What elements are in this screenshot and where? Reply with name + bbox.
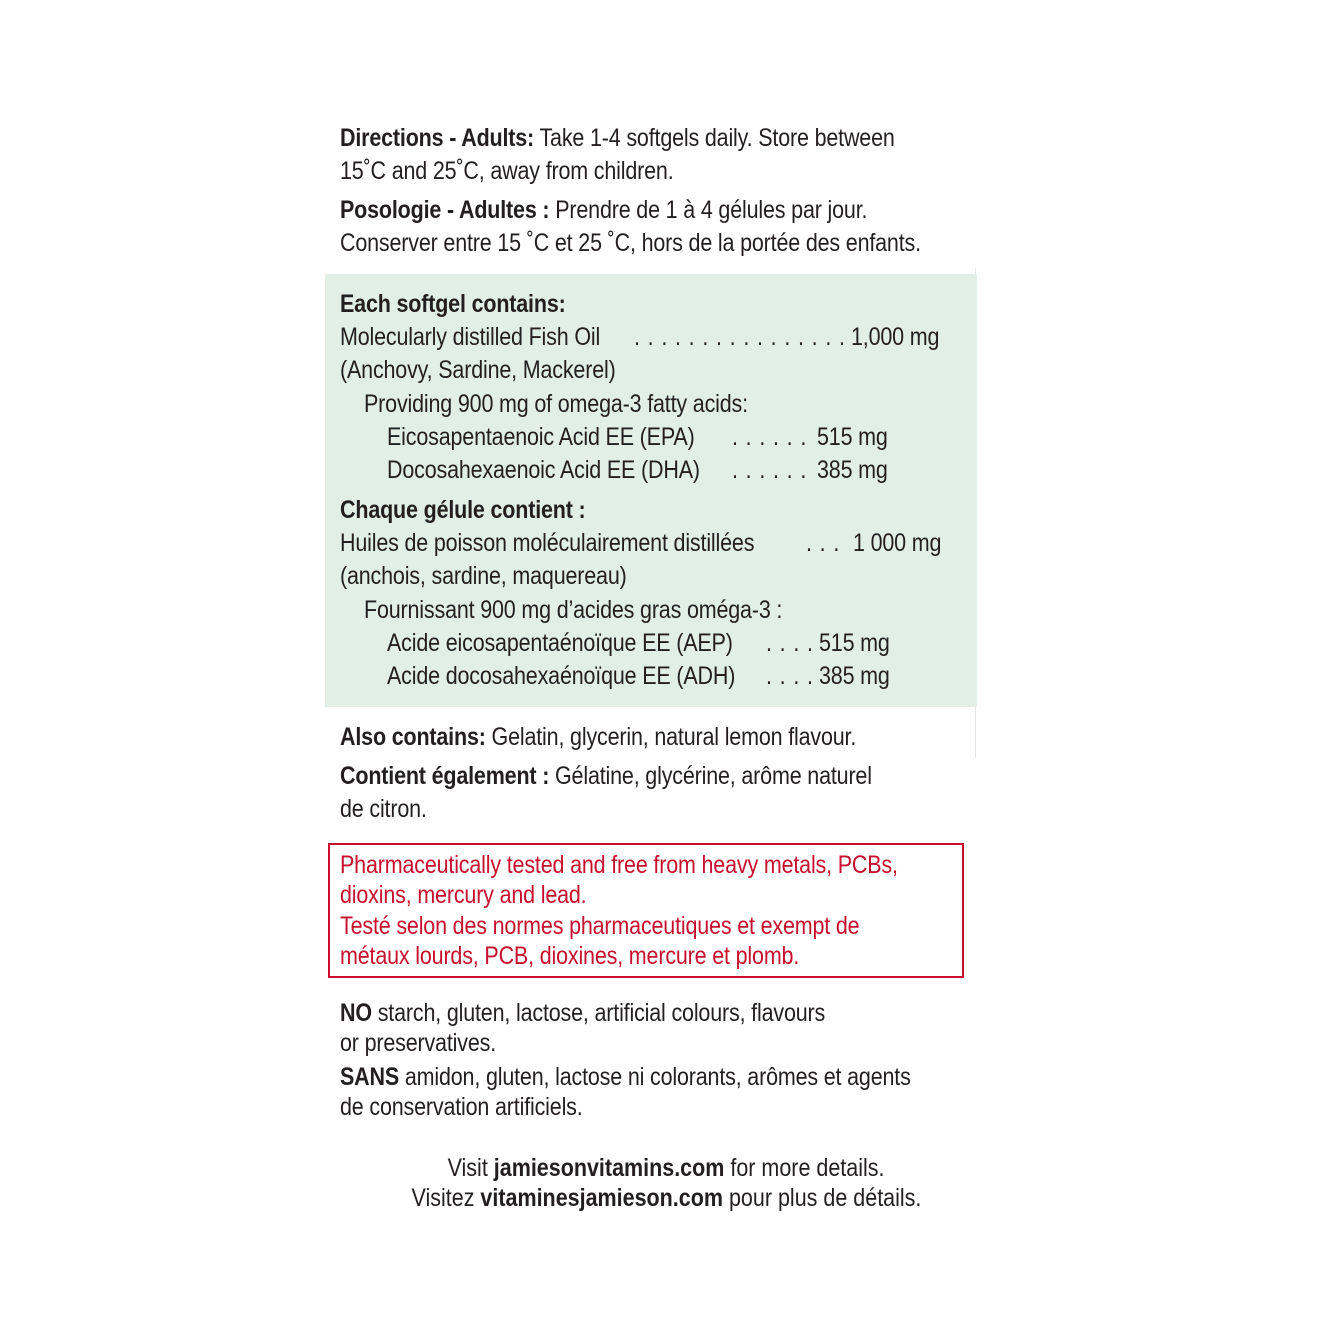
visit-en-suffix: for more details. [724, 1154, 885, 1182]
fish-oil-fr-sources: (anchois, sardine, maquereau) [340, 562, 627, 590]
omega3-en-providing: Providing 900 mg of omega-3 fatty acids: [364, 390, 748, 418]
epa-amount: 515 mg [817, 423, 888, 451]
adh-name: Acide docosahexaénoïque EE (ADH) [387, 662, 736, 690]
epa-dots: . . . . . . [732, 423, 808, 451]
visit-en-link[interactable]: jamiesonvitamins.com [494, 1154, 725, 1182]
directions-fr-label: Posologie - Adultes : [340, 196, 550, 224]
visit-fr-prefix: Visitez [411, 1184, 481, 1212]
also-contains-fr-line-1 [340, 760, 872, 792]
also-contains-en [340, 721, 856, 753]
fish-oil-en-name: Molecularly distilled Fish Oil [340, 323, 601, 351]
adh-dots: . . . . [766, 662, 814, 690]
epa-name: Eicosapentaenoic Acid EE (EPA) [387, 423, 695, 451]
also-contains-fr-text-2: de citron. [340, 795, 427, 823]
omega3-fr-providing: Fournissant 900 mg d’acides gras oméga-3 : [364, 596, 783, 624]
free-from-fr-text-2: de conservation artificiels. [340, 1093, 583, 1121]
fish-oil-en-amount: 1,000 mg [851, 323, 940, 351]
fish-oil-fr-amount: 1 000 mg [853, 529, 942, 557]
visit-fr-suffix: pour plus de détails. [723, 1184, 922, 1212]
ingredients-fr-heading: Chaque gélule contient : [340, 496, 586, 524]
also-contains-fr-text-1: Gélatine, glycérine, arôme naturel [549, 762, 872, 790]
aep-name: Acide eicosapentaénoïque EE (AEP) [387, 629, 733, 657]
also-contains-fr-label: Contient également : [340, 762, 550, 790]
also-contains-en-label: Also contains: [340, 723, 486, 751]
free-from-fr-line-1 [340, 1061, 911, 1093]
aep-dots: . . . . [766, 629, 814, 657]
directions-fr-line-1 [340, 194, 867, 226]
free-from-en-label: NO [340, 999, 372, 1027]
directions-en-text-1: Take 1-4 softgels daily. Store between [534, 124, 895, 152]
free-from-fr-label: SANS [340, 1063, 400, 1091]
tested-notice-line-4: métaux lourds, PCB, dioxines, mercure et plomb. [340, 942, 800, 970]
ingredients-en-heading: Each softgel contains: [340, 290, 566, 318]
fish-oil-fr-dots: . . . [806, 529, 841, 557]
dha-dots: . . . . . . [732, 456, 808, 484]
fish-oil-fr-name: Huiles de poisson moléculairement distillées [340, 529, 755, 557]
visit-en-prefix: Visit [448, 1154, 495, 1182]
tested-notice-line-3: Testé selon des normes pharmaceutiques et exempt de [340, 912, 860, 940]
free-from-en-text-2: or preservatives. [340, 1029, 496, 1057]
directions-en-line-1 [340, 122, 895, 154]
visit-en [0, 1152, 1333, 1184]
free-from-en-text-1: starch, gluten, lactose, artificial colours, flavours [371, 999, 826, 1027]
also-contains-en-text: Gelatin, glycerin, natural lemon flavour. [485, 723, 857, 751]
visit-fr-link[interactable]: vitaminesjamieson.com [480, 1184, 724, 1212]
visit-fr [0, 1182, 1333, 1214]
free-from-en-line-1 [340, 997, 825, 1029]
aep-amount: 515 mg [819, 629, 890, 657]
tested-notice-line-1: Pharmaceutically tested and free from heavy metals, PCBs, [340, 851, 898, 879]
free-from-fr-text-1: amidon, gluten, lactose ni colorants, arômes et agents [399, 1063, 911, 1091]
fish-oil-en-sources: (Anchovy, Sardine, Mackerel) [340, 356, 616, 384]
directions-en-label: Directions - Adults: [340, 124, 535, 152]
tested-notice-line-2: dioxins, mercury and lead. [340, 881, 587, 909]
directions-fr-text-1: Prendre de 1 à 4 gélules par jour. [549, 196, 868, 224]
dha-name: Docosahexaenoic Acid EE (DHA) [387, 456, 700, 484]
fish-oil-en-dots: . . . . . . . . . . . . . . . . [634, 323, 846, 351]
adh-amount: 385 mg [819, 662, 890, 690]
directions-en-text-2: 15˚C and 25˚C, away from children. [340, 157, 674, 185]
directions-fr-text-2: Conserver entre 15 ˚C et 25 ˚C, hors de la portée des enfants. [340, 229, 921, 257]
dha-amount: 385 mg [817, 456, 888, 484]
